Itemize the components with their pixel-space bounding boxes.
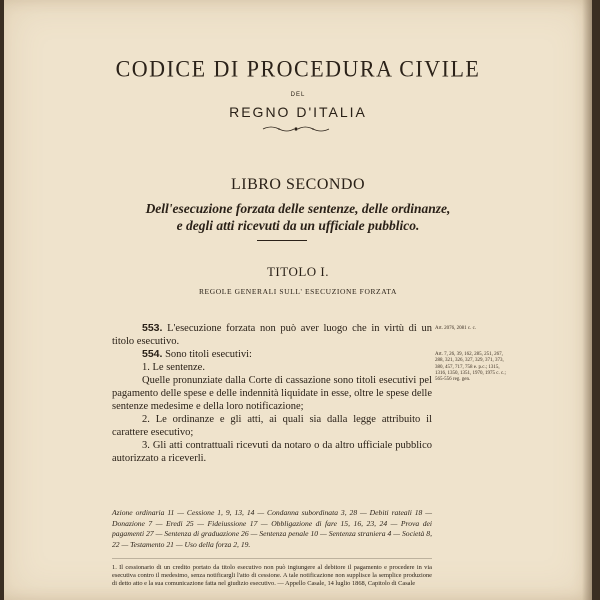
article-text: Sono titoli esecutivi: — [165, 349, 252, 360]
section-rule — [257, 240, 307, 241]
article-item: 1. Le sentenze. — [142, 362, 205, 373]
article-553 — [112, 322, 432, 348]
libro-subtitle-line: Dell'esecuzione forzata delle sentenze, delle ordinanze, — [145, 201, 451, 216]
kingdom-title: REGNO D'ITALIA — [229, 104, 367, 120]
libro-heading: LIBRO SECONDO — [230, 176, 366, 193]
libro-subtitle-line: e degli atti ricevuti da un ufficiale pubblico. — [176, 218, 420, 233]
article-item-text: Quelle pronunziate dalla Corte di cassazione sono titoli esecutivi pel pagamento delle spese e delle indennità liquidate in esse, oltre le spese delle sentenze medesime e della loro notificazione; — [112, 375, 432, 412]
footnote: 1. Il cessionario di un credito portato da titolo esecutivo non può ingiungere al debitore il pagamento e procedere in via esecutiva contro il medesimo, senza notificargli l'atto di cessione. A tale notificazione non supplisce la semplice produzione di detto atto e la sua comunicazione fatta nel giudizio esecutivo. — Appello Casale, 14 luglio 1868, Capitolo di Casale — [112, 564, 432, 587]
book-title: CODICE DI PROCEDURA CIVILE — [115, 55, 481, 82]
article-554 — [112, 348, 432, 361]
article-number: 553. — [142, 322, 163, 334]
footnote-rule — [112, 558, 432, 559]
references-text: Azione ordinaria 11 — Cessione 1, 9, 13, 14 — Condanna subordinata 3, 28 — Debiti rateali 18 — Donazione 7 — Eredi 25 — Fideiussione 17 — Obbligazione di fare 15, 16, 23, 24 — Prova dei pagamenti 27 — Sentenza di graduazione 26 — Sentenza penale 10 — Sentenza straniera 4 — Società 8, 22 — Testamento 21 — Uso della forza 2, 19. — [112, 508, 432, 549]
article-text: L'esecuzione forzata non può aver luogo che in virtù di un titolo esecutivo. — [112, 323, 432, 347]
cross-references — [112, 508, 432, 550]
titolo-subtitle: REGOLE GENERALI SULL' ESECUZIONE FORZATA — [198, 287, 398, 296]
page-spine-shadow — [582, 0, 592, 600]
article-item: 3. Gli atti contrattuali ricevuti da notaro o da altro ufficiale pubblico autorizzato a riceverli. — [112, 440, 432, 464]
title-connector: DEL — [290, 92, 306, 98]
article-item: 2. Le ordinanze e gli atti, ai quali sia dalla legge attribuito il carattere esecutivo; — [112, 414, 432, 438]
article-number: 554. — [142, 348, 163, 360]
margin-note: Art. 2076, 2081 c. c. — [435, 326, 477, 331]
titolo-heading: TITOLO I. — [266, 264, 330, 279]
libro-subtitle — [4, 200, 592, 234]
ornament-divider-icon — [261, 124, 331, 134]
book-page — [4, 0, 592, 600]
margin-note: Art. 7, 26, 39, 162, 285, 251, 267, 288, 321, 326, 327, 329, 371, 373, 380, 457, 717, 758 e. p.c.; 1315, 1316, 1350, 1351, 1970, 1975 c. c.; 565-556 reg. gen. — [435, 352, 506, 383]
article-body — [112, 322, 432, 465]
